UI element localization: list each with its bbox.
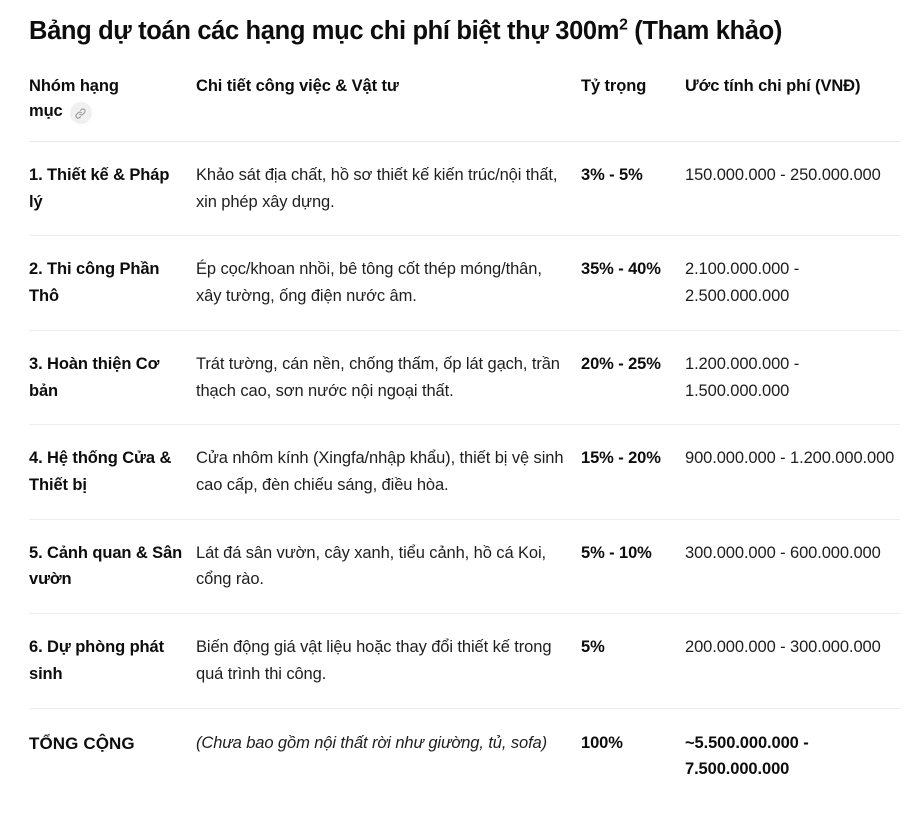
cell-ratio: 5% [581, 638, 605, 657]
cell-total-cost: ~5.500.000.000 - 7.500.000.000 [685, 733, 809, 779]
page-title-prefix: Bảng dự toán các hạng mục chi phí biệt thự 300m [29, 17, 620, 45]
column-header-group-line1: Nhóm hạng [29, 76, 119, 95]
page-title [29, 0, 900, 48]
table-row [29, 519, 900, 613]
column-header-cost: Ước tính chi phí (VNĐ) [685, 76, 861, 95]
cell-cost: 1.200.000.000 - 1.500.000.000 [685, 354, 800, 400]
cell-detail: Khảo sát địa chất, hồ sơ thiết kế kiến trúc/nội thất, xin phép xây dựng. [196, 166, 558, 211]
cell-group: 4. Hệ thống Cửa & Thiết bị [29, 449, 172, 495]
link-icon[interactable] [70, 102, 92, 124]
cell-ratio: 5% - 10% [581, 543, 652, 562]
cell-total-ratio: 100% [581, 733, 623, 752]
page-title-superscript: 2 [619, 16, 628, 34]
cell-detail: Lát đá sân vườn, cây xanh, tiểu cảnh, hồ cá Koi, cổng rào. [196, 543, 547, 589]
page-title-suffix: (Tham khảo) [627, 17, 782, 45]
table-row [29, 330, 900, 424]
cell-cost: 300.000.000 - 600.000.000 [685, 543, 881, 562]
cost-estimate-table [29, 74, 900, 801]
cell-group: 1. Thiết kế & Pháp lý [29, 166, 170, 211]
table-row [29, 236, 900, 330]
table-row [29, 142, 900, 236]
table-row [29, 614, 900, 708]
cell-detail: Trát tường, cán nền, chống thấm, ốp lát gạch, trần thạch cao, sơn nước nội ngoại thất. [196, 354, 560, 400]
column-header-group-line2: mục [29, 102, 63, 121]
table-row [29, 425, 900, 519]
cell-cost: 2.100.000.000 - 2.500.000.000 [685, 260, 800, 306]
cell-detail: Biến động giá vật liệu hoặc thay đổi thiết kế trong quá trình thi công. [196, 638, 552, 683]
table-body [29, 142, 900, 802]
cell-group: 6. Dự phòng phát sinh [29, 638, 165, 683]
cell-ratio: 20% - 25% [581, 354, 661, 373]
cell-group: 2. Thi công Phần Thô [29, 260, 160, 306]
cell-ratio: 3% - 5% [581, 166, 643, 184]
cell-total-note: (Chưa bao gồm nội thất rời như giường, tủ, sofa) [196, 733, 548, 752]
column-header-group [29, 74, 196, 142]
cell-total-label: TỔNG CỘNG [29, 733, 135, 753]
column-header-detail: Chi tiết công việc & Vật tư [196, 76, 399, 95]
cell-detail: Cửa nhôm kính (Xingfa/nhập khẩu), thiết bị vệ sinh cao cấp, đèn chiếu sáng, điều hòa. [196, 449, 564, 495]
table-header [29, 74, 900, 142]
table-total-row [29, 708, 900, 801]
cell-group: 3. Hoàn thiện Cơ bản [29, 354, 160, 400]
table-header-row [29, 74, 900, 142]
column-header-ratio: Tỷ trọng [581, 76, 647, 95]
cell-cost: 200.000.000 - 300.000.000 [685, 638, 881, 657]
cell-ratio: 15% - 20% [581, 449, 661, 468]
cell-group: 5. Cảnh quan & Sân vườn [29, 543, 183, 589]
cell-cost: 150.000.000 - 250.000.000 [685, 166, 881, 184]
cell-cost: 900.000.000 - 1.200.000.000 [685, 449, 895, 468]
cell-detail: Ép cọc/khoan nhồi, bê tông cốt thép móng/thân, xây tường, ống điện nước âm. [196, 260, 542, 306]
cell-ratio: 35% - 40% [581, 260, 661, 279]
